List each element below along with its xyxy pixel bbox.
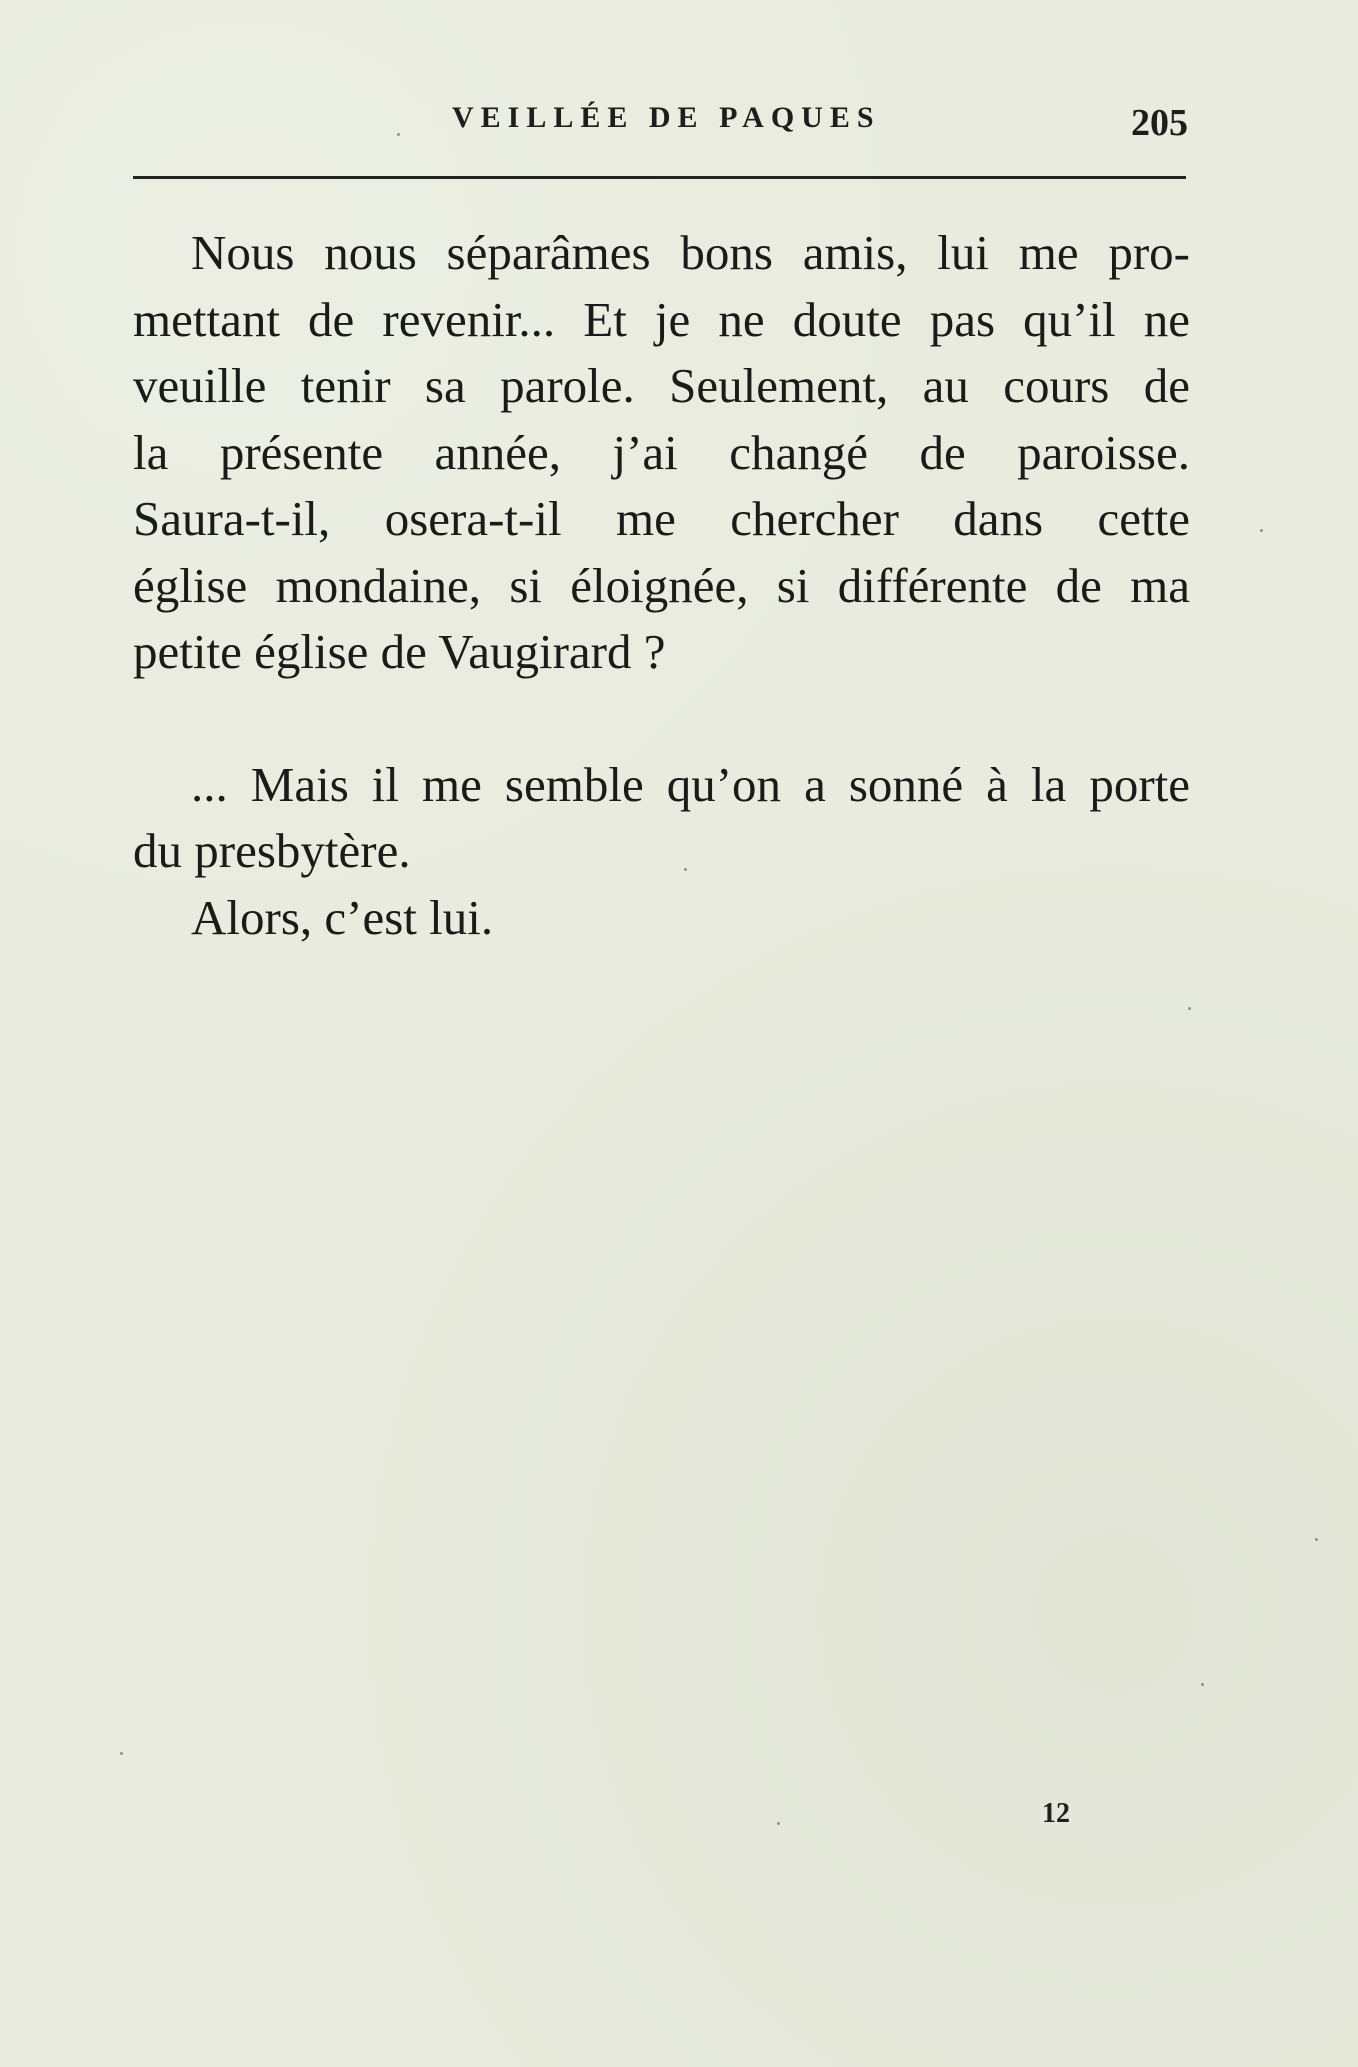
paper-speck [777,1822,780,1825]
paragraph-3 [133,885,1190,952]
paper-speck [397,133,400,136]
signature-mark: 12 [1042,1798,1070,1829]
paragraph-2-line-2: du presbytère. [133,823,411,878]
paper-speck [1260,529,1263,532]
paragraph-gap [133,686,1190,752]
paragraph-2 [133,752,1190,885]
paragraph-1-line-1: Nous nous séparâmes bons amis, lui me pro- [191,225,1190,280]
paragraph-1-line-7: petite église de Vaugirard ? [133,624,666,679]
paragraph-1-line-5: Saura-t-il, osera-t-il me chercher dans cette [133,491,1190,546]
paragraph-1-line-3: veuille tenir sa parole. Seulement, au cours de [133,358,1190,413]
paper-speck [1315,1538,1318,1541]
running-head [0,0,1358,185]
paper-speck [684,868,687,871]
paper-speck [1201,1683,1204,1686]
body-text [133,220,1190,951]
paragraph-1-line-6: église mondaine, si éloignée, si différente de ma [133,557,1190,613]
paragraph-2-line-1: ... Mais il me semble qu’on a sonné à la porte [191,756,1190,812]
header-rule [133,176,1186,179]
running-title: VEILLÉE DE PAQUES [452,101,881,134]
paragraph-1-line-4: la présente année, j’ai changé de paroisse. [133,424,1190,480]
paragraph-1-line-2: mettant de revenir... Et je ne doute pas qu’il ne [133,291,1190,347]
paper-speck [1188,1007,1191,1010]
paragraph-1 [133,220,1190,686]
paragraph-3-line-1: Alors, c’est lui. [191,889,494,945]
page-number: 205 [1131,102,1188,144]
paper-speck [120,1752,123,1755]
